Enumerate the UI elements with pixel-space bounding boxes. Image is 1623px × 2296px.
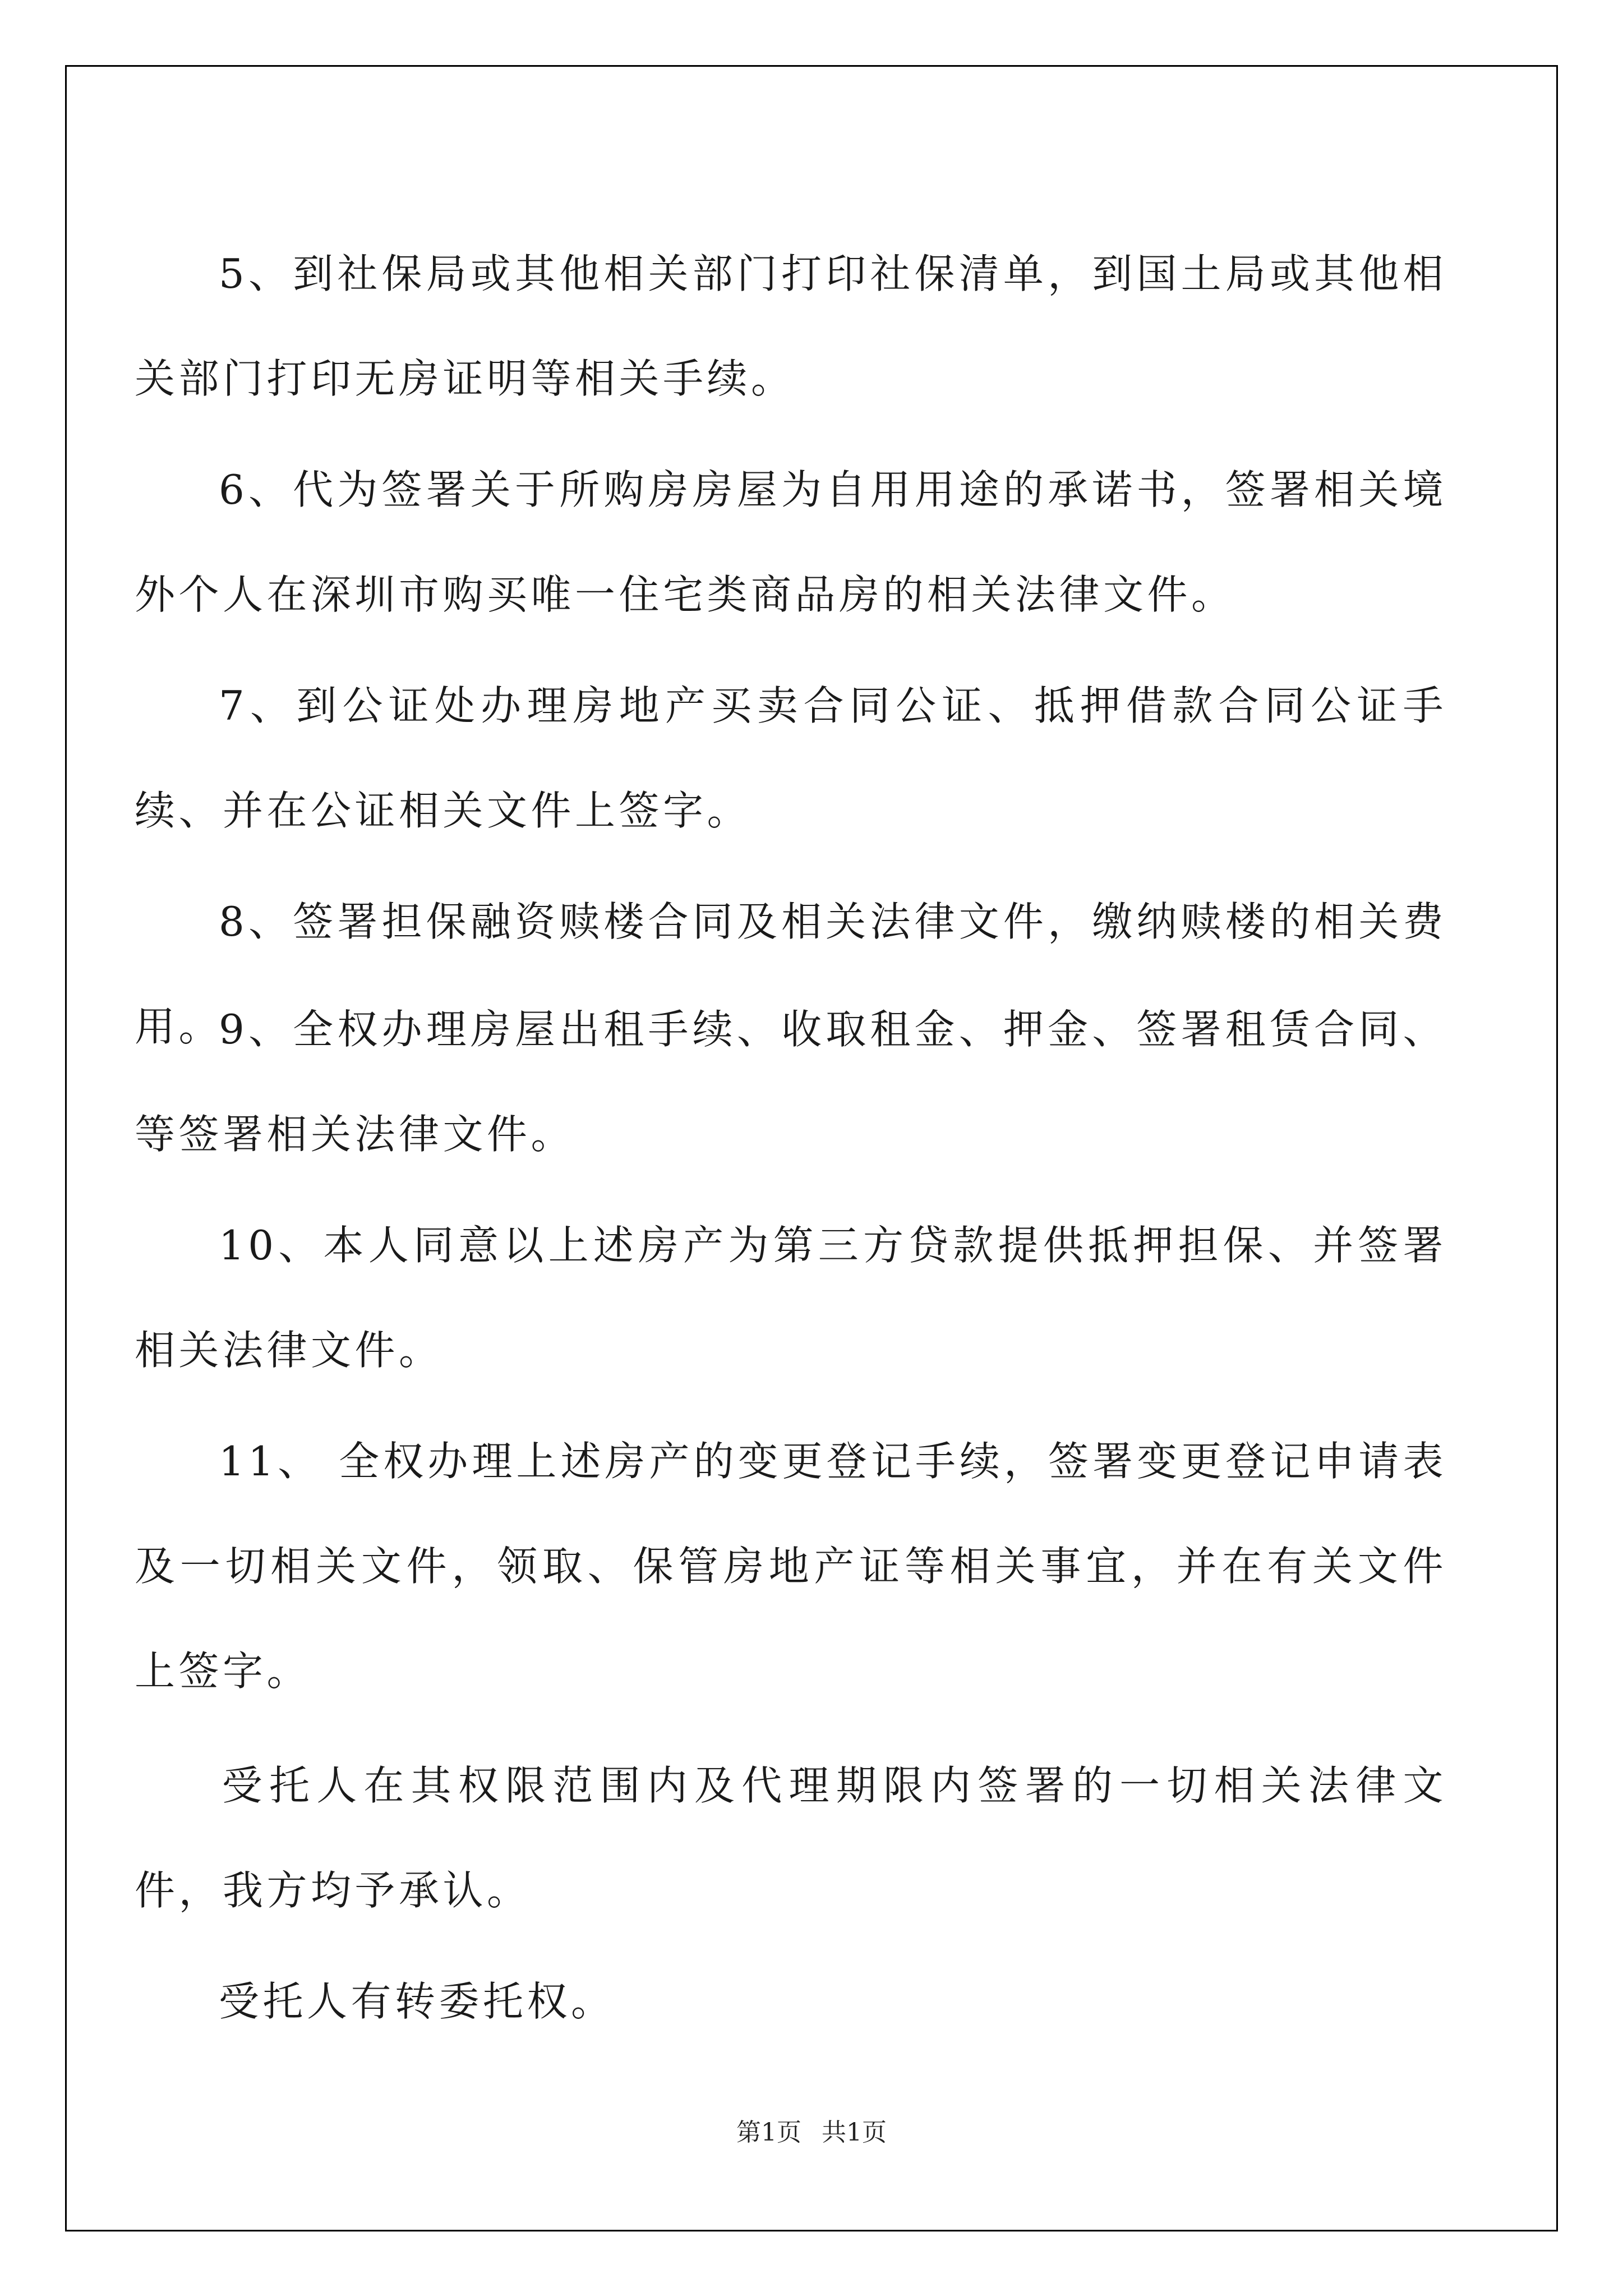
paragraph-acknowledgement: 受托人在其权限范围内及代理期限内签署的一切相关法律文件，我方均予承认。 xyxy=(135,1762,1447,1914)
paragraph-6: 6、代为签署关于所购房房屋为自用用途的承诺书，签署相关境外个人在深圳市购买唯一住宅类商品房的相关法律文件。 xyxy=(135,466,1447,618)
page-total: 共1页 xyxy=(822,2118,887,2147)
paragraph-9: 9、全权办理房屋出租手续、收取租金、押金、签署租赁合同、等签署相关法律文件。 xyxy=(135,1006,1447,1158)
paragraph-11: 11、 全权办理上述房产的变更登记手续，签署变更登记申请表及一切相关文件，领取、保管房地产证等相关事宜，并在有关文件上签字。 xyxy=(135,1438,1447,1695)
paragraph-7: 7、到公证处办理房地产买卖合同公证、抵押借款合同公证手续、并在公证相关文件上签字。 xyxy=(135,682,1447,834)
paragraph-10: 10、本人同意以上述房产为第三方贷款提供抵押担保、并签署相关法律文件。 xyxy=(135,1222,1447,1374)
page-number: 第1页 xyxy=(736,2118,801,2147)
paragraph-5: 5、到社保局或其他相关部门打印社保清单，到国土局或其他相关部门打印无房证明等相关手续。 xyxy=(135,250,1447,402)
paragraph-subdelegation: 受托人有转委托权。 xyxy=(219,1978,615,2025)
paragraph-8: 8、签署担保融资赎楼合同及相关法律文件，缴纳赎楼的相关费用。 xyxy=(135,898,1447,1050)
page-footer xyxy=(0,2116,1623,2150)
